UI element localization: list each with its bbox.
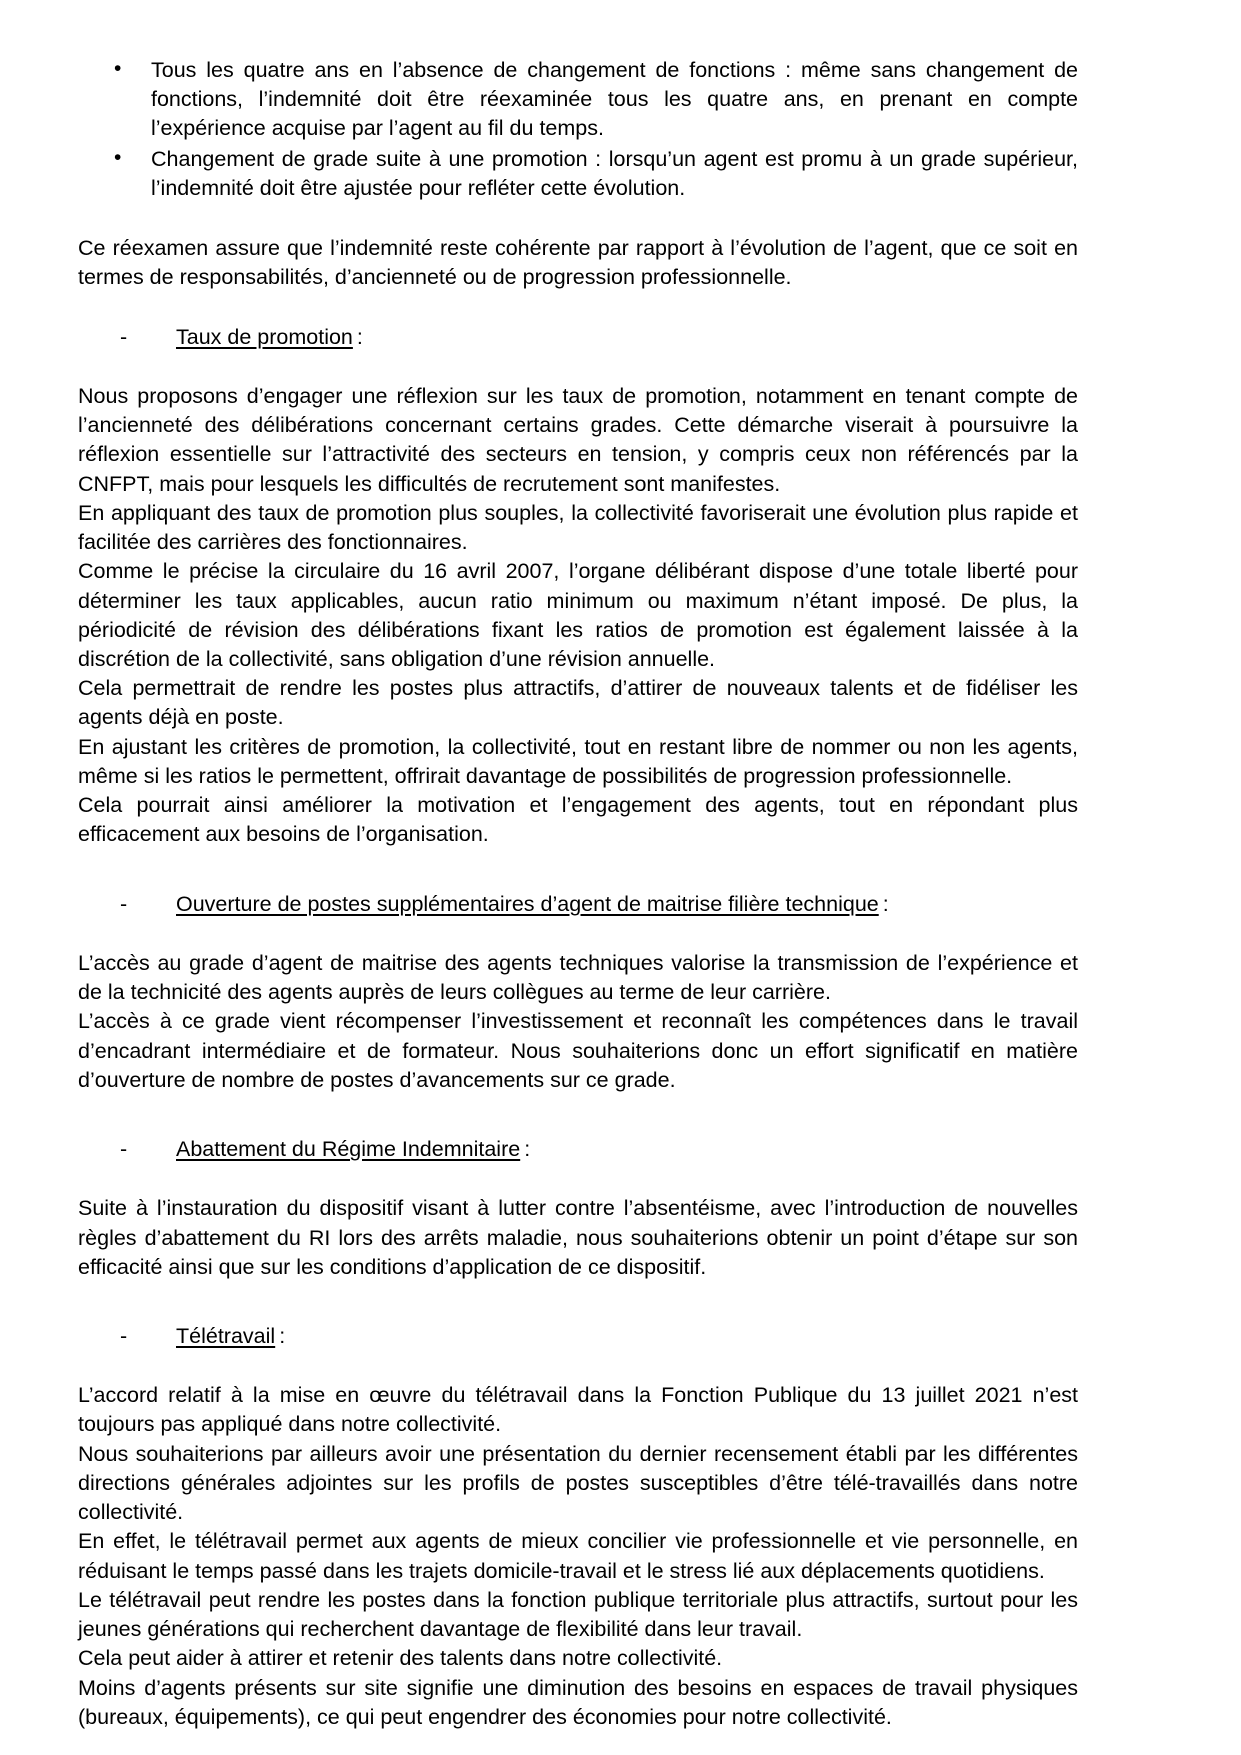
spacer <box>78 1351 1078 1381</box>
section-heading-colon: : <box>882 891 889 916</box>
paragraph: En ajustant les critères de promotion, la collectivité, tout en restant libre de nommer ou non les agents, même si les ratios le permettent, offrirait davantage de possibilités de progression professionnelle. <box>78 734 1078 788</box>
section-paragraphs-taux-de-promotion <box>78 382 1078 850</box>
dash-marker: - <box>120 891 128 916</box>
section-heading-label: Télétravail <box>176 1323 276 1348</box>
section-heading-abattement-regime-indemnitaire <box>78 1135 1078 1164</box>
section-heading-label: Taux de promotion <box>176 324 353 349</box>
spacer <box>78 204 1078 234</box>
spacer <box>78 1164 1078 1194</box>
paragraph: Cela permettrait de rendre les postes plus attractifs, d’attirer de nouveaux talents et de fidéliser les agents déjà en poste. <box>78 676 1078 730</box>
list-item: • Tous les quatre ans en l’absence de changement de fonctions : même sans changement de fonctions, l’indemnité doit être réexaminée tous les quatre ans, en prenant en compte l’expérience acquise par l’agent au fil du temps. <box>78 56 1078 144</box>
paragraph: Cela peut aider à attirer et retenir des talents dans notre collectivité. <box>78 1646 723 1671</box>
section-paragraphs-abattement <box>78 1194 1078 1282</box>
paragraph: L’accès au grade d’agent de maitrise des agents techniques valorise la transmission de l’expérience et de la technicité des agents auprès de leurs collègues au terme de leur carrière. <box>78 950 1078 1005</box>
spacer <box>78 1282 1078 1322</box>
document-body <box>78 56 1078 1732</box>
paragraph: Comme le précise la circulaire du 16 avril 2007, l’organe délibérant dispose d’une totale liberté pour déterminer les taux applicables, aucun ratio minimum ou maximum n’étant imposé. De plus, la périodicité de révision des délibérations fixant les ratios de promotion est également laissée à la discrétion de la collectivité, sans obligation d’une révision annuelle. <box>78 559 1078 671</box>
paragraph: L’accès à ce grade vient récompenser l’investissement et reconnaît les compétences dans le travail d’encadrant intermédiaire et de formateur. Nous souhaiterions donc un effort significatif en matière d’ouverture de nombre de postes d’avancements sur ce grade. <box>78 1009 1078 1092</box>
section-heading-teletravail <box>78 1322 1078 1351</box>
spacer <box>78 919 1078 949</box>
bullet-list <box>78 56 1078 203</box>
paragraph: Suite à l’instauration du dispositif visant à lutter contre l’absentéisme, avec l’introduction de nouvelles règles d’abattement du RI lors des arrêts maladie, nous souhaiterions obtenir un point d’étape sur son efficacité ainsi que sur les conditions d’application de ce dispositif. <box>78 1196 1078 1279</box>
spacer <box>78 850 1078 890</box>
dash-marker: - <box>120 324 128 349</box>
section-heading-label: Ouverture de postes supplémentaires d’agent de maitrise filière technique <box>176 891 879 916</box>
section-paragraphs-ouverture-de-postes <box>78 949 1078 1095</box>
dash-marker: - <box>120 1137 128 1162</box>
paragraph: Nous proposons d’engager une réflexion sur les taux de promotion, notamment en tenant compte de l’ancienneté des délibérations concernant certains grades. Cette démarche viserait à poursuivre la réflexion essentielle sur l’attractivité des secteurs en tension, y compris ceux non référencés par la CNFPT, mais pour lesquels les difficultés de recrutement sont manifestes. <box>78 383 1078 496</box>
section-heading-label: Abattement du Régime Indemnitaire <box>176 1137 521 1162</box>
section-heading-colon: : <box>279 1323 286 1348</box>
dash-marker: - <box>120 1323 128 1348</box>
section-paragraphs-teletravail <box>78 1381 1078 1732</box>
paragraph: En appliquant des taux de promotion plus souples, la collectivité favoriserait une évolution plus rapide et facilitée des carrières des fonctionnaires. <box>78 500 1078 555</box>
spacer <box>78 293 1078 323</box>
paragraph: L’accord relatif à la mise en œuvre du télétravail dans la Fonction Publique du 13 juillet 2021 n’est toujours pas appliqué dans notre collectivité. <box>78 1383 1078 1437</box>
intro-paragraph: Ce réexamen assure que l’indemnité reste cohérente par rapport à l’évolution de l’agent, que ce soit en termes de responsabilités, d’ancienneté ou de progression professionnelle. <box>78 236 1078 290</box>
paragraph: En effet, le télétravail permet aux agents de mieux concilier vie professionnelle et vie personnelle, en réduisant le temps passé dans les trajets domicile-travail et le stress lié aux déplacements quotidiens. <box>78 1529 1078 1583</box>
section-heading-colon: : <box>524 1137 531 1162</box>
section-heading-taux-de-promotion <box>78 323 1078 352</box>
section-heading-ouverture-de-postes <box>78 890 1078 919</box>
paragraph: Le télétravail peut rendre les postes dans la fonction publique territoriale plus attractifs, surtout pour les jeunes générations qui recherchent davantage de flexibilité dans leur travail. <box>78 1587 1078 1642</box>
spacer <box>78 352 1078 382</box>
paragraph: Nous souhaiterions par ailleurs avoir une présentation du dernier recensement établi par les différentes directions générales adjointes sur les profils de postes susceptibles d’être télé-travaillés dans notre collectivité. <box>78 1441 1078 1525</box>
section-heading-colon: : <box>356 324 363 349</box>
list-item: • Changement de grade suite à une promotion : lorsqu’un agent est promu à un grade supérieur, l’indemnité doit être ajustée pour refléter cette évolution. <box>78 145 1078 203</box>
paragraph: Cela pourrait ainsi améliorer la motivation et l’engagement des agents, tout en répondant plus efficacement aux besoins de l’organisation. <box>78 793 1078 847</box>
spacer <box>78 1095 1078 1135</box>
paragraph: Moins d’agents présents sur site signifie une diminution des besoins en espaces de travail physiques (bureaux, équipements), ce qui peut engendrer des économies pour notre collectivité. <box>78 1675 1078 1729</box>
